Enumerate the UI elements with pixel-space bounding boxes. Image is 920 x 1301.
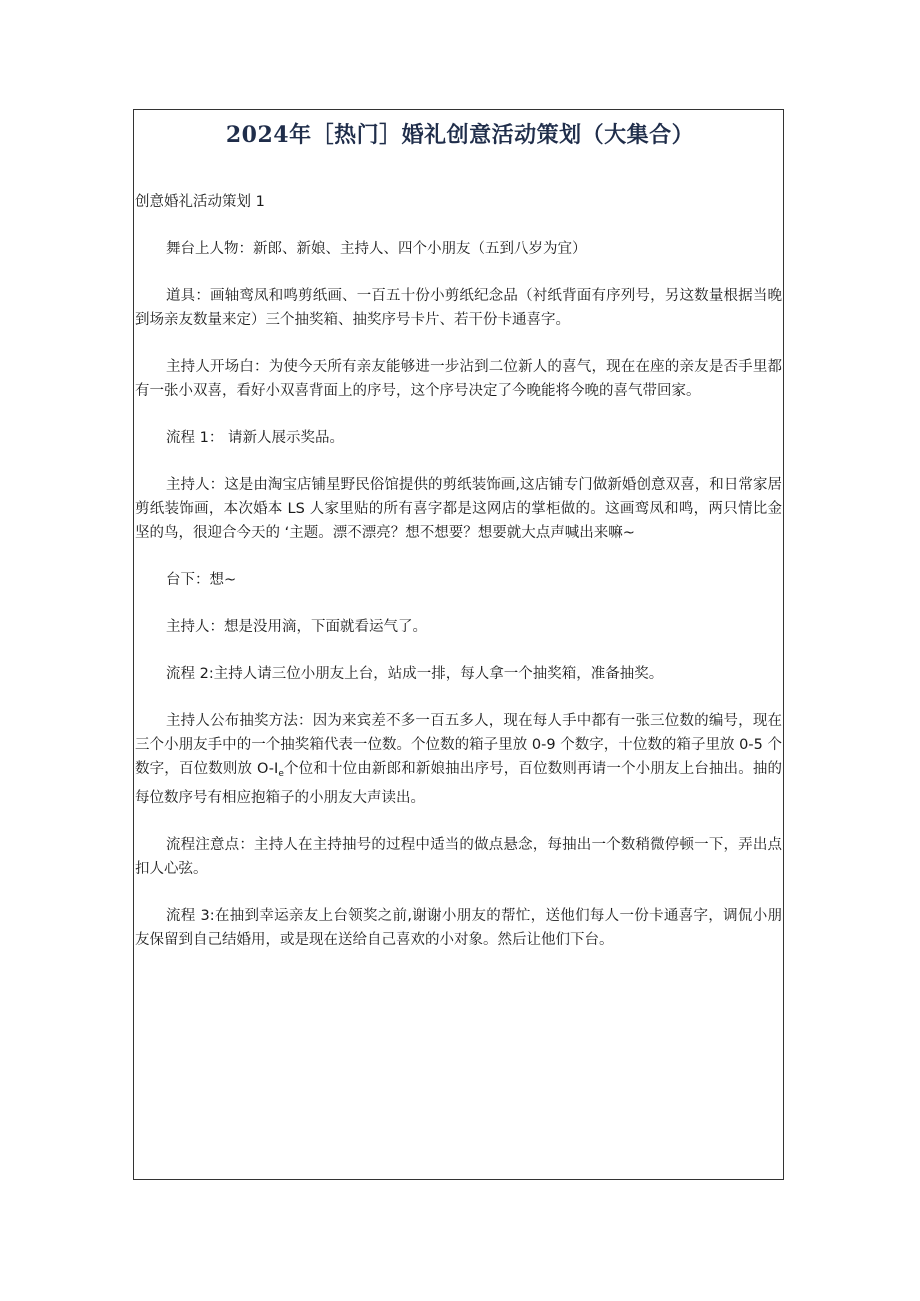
- paragraph-props: 道具：画轴鸾凤和鸣剪纸画、一百五十份小剪纸纪念品（衬纸背面有序列号，另这数量根据当晚到场亲友数量来定）三个抽奖箱、抽奖序号卡片、若干份卡通喜字。: [135, 288, 782, 328]
- draw-method-subscript: e: [278, 769, 284, 779]
- paragraph-cast: 舞台上人物：新郎、新娘、主持人、四个小朋友（五到八岁为宜）: [166, 241, 587, 257]
- document-body: [135, 190, 782, 975]
- section-heading: 创意婚礼活动策划 1: [135, 194, 265, 210]
- paragraph-host-reply: 主持人：想是没用滴，下面就看运气了。: [166, 619, 427, 635]
- paragraph-host-intro: 主持人：这是由淘宝店铺星野民俗馆提供的剪纸装饰画,这店铺专门做新婚创意双喜，和日常家居剪纸装饰画，本次婚本 LS 人家里贴的所有喜字都是这网店的掌柜做的。这画鸾凤和鸣，两只情比金坚的鸟，很迎合今天的 ‘主题。漂不漂亮？想不想要？想要就大点声喊出来嘛~: [135, 477, 782, 541]
- paragraph-audience: 台下：想~: [166, 572, 237, 588]
- paragraph-notes: 流程注意点：主持人在主持抽号的过程中适当的做点悬念，每抽出一个数稍微停顿一下，弄出点扣人心弦。: [135, 837, 782, 877]
- draw-method-text-1: 主持人公布抽奖方法：因为来宾差不多一百五多人，现在每人手中都有一张三位数的编号，现在三个小朋友手中的一个抽奖箱代表一位数。个位数的箱子里放 0-9 个数字，十位数的箱子里放 0-5 个数字，百位数则放 O-I: [135, 713, 782, 777]
- paragraph-step-1: 流程 1： 请新人展示奖品。: [166, 430, 344, 446]
- paragraph-step-3: 流程 3:在抽到幸运亲友上台领奖之前,谢谢小朋友的帮忙，送他们每人一份卡通喜字，调侃小朋友保留到自己结婚用，或是现在送给自己喜欢的小对象。然后让他们下台。: [135, 908, 782, 948]
- paragraph-step-2: 流程 2:主持人请三位小朋友上台，站成一排，每人拿一个抽奖箱，准备抽奖。: [166, 666, 664, 682]
- document-title: 2024年［热门］婚礼创意活动策划（大集合）: [225, 122, 695, 148]
- draw-method-text-2: 个位和十位由新郎和新娘抽出序号，百位数则再请一个小朋友上台抽出。抽的每位数序号有相应抱箱子的小朋友大声读出。: [135, 761, 783, 806]
- paragraph-draw-method: [135, 709, 782, 810]
- paragraph-opening: 主持人开场白：为使今天所有亲友能够进一步沾到二位新人的喜气，现在在座的亲友是否手里都有一张小双喜，看好小双喜背面上的序号，这个序号决定了今晚能将今晚的喜气带回家。: [135, 359, 782, 399]
